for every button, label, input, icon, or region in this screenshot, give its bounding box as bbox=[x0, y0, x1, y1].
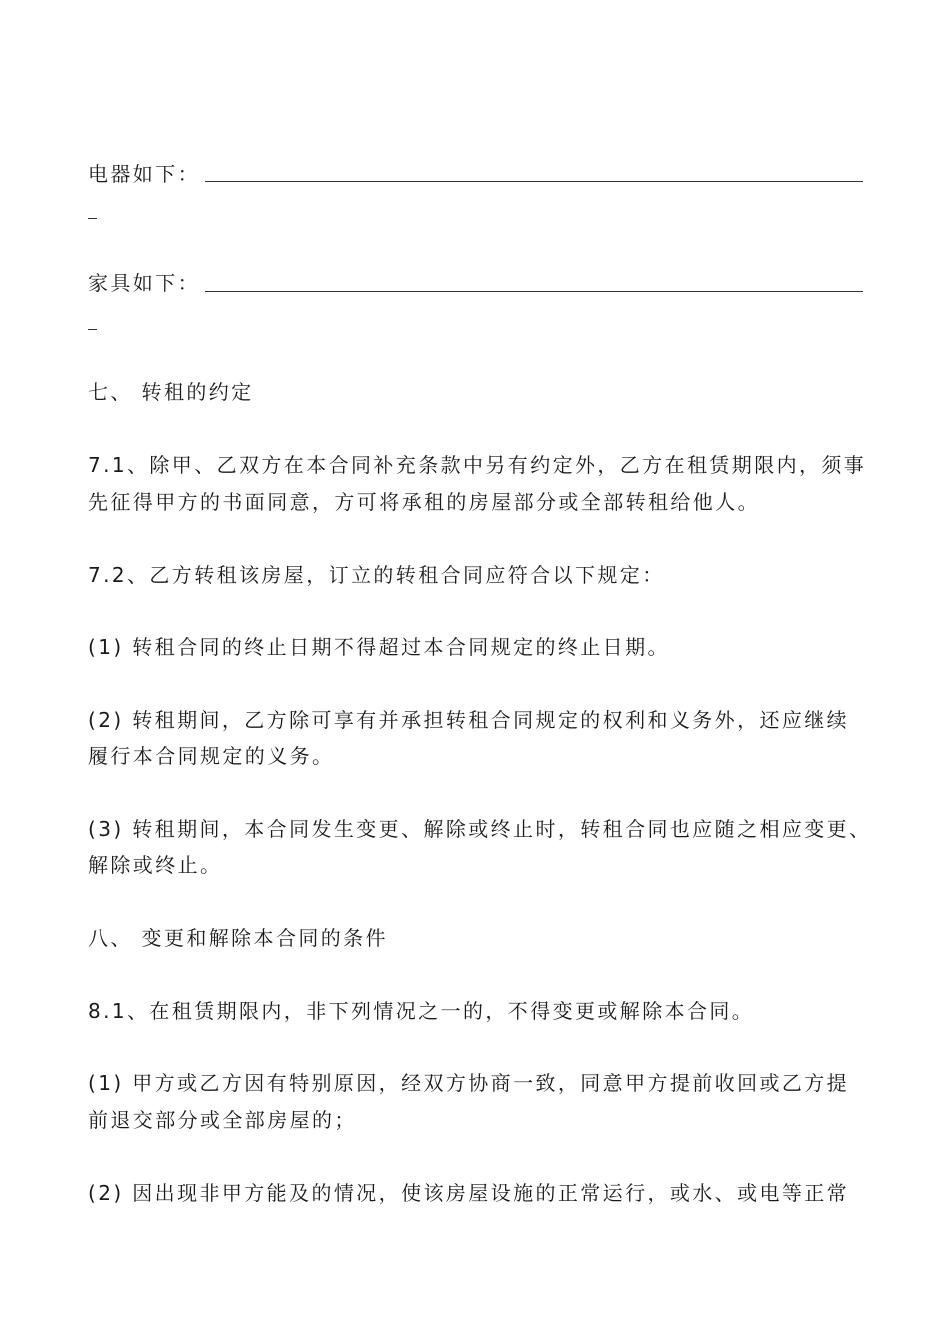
clause-7-2-item-3-line-1: (3) 转租期间，本合同发生变更、解除或终止时，转租合同也应随之相应变更、 bbox=[88, 817, 872, 841]
clause-8-1-item-1-line-1: (1) 甲方或乙方因有特别原因，经双方协商一致，同意甲方提前收回或乙方提 bbox=[88, 1071, 850, 1095]
clause-7-2-item-2-line-2: 履行本合同规定的义务。 bbox=[88, 744, 335, 768]
furniture-fill-line bbox=[205, 291, 863, 292]
clause-7-1-line-1: 7.1、除甲、乙双方在本合同补充条款中另有约定外，乙方在租赁期限内，须事 bbox=[88, 453, 867, 477]
clause-8-1: 8.1、在租赁期限内，非下列情况之一的，不得变更或解除本合同。 bbox=[88, 999, 755, 1023]
section-7-heading: 七、 转租的约定 bbox=[88, 380, 254, 404]
clause-7-2-item-2-line-1: (2) 转租期间，乙方除可享有并承担转租合同规定的权利和义务外，还应继续 bbox=[88, 708, 850, 732]
clause-7-2: 7.2、乙方转租该房屋，订立的转租合同应符合以下规定： bbox=[88, 563, 665, 587]
furniture-label: 家具如下： bbox=[88, 271, 200, 295]
clause-7-2-item-1: (1) 转租合同的终止日期不得超过本合同规定的终止日期。 bbox=[88, 635, 670, 659]
clause-7-1-line-2: 先征得甲方的书面同意，方可将承租的房屋部分或全部转租给他人。 bbox=[88, 490, 760, 514]
appliances-label: 电器如下： bbox=[88, 162, 200, 186]
furniture-fill-line-continuation bbox=[88, 329, 97, 330]
appliances-fill-line-continuation bbox=[88, 218, 97, 219]
appliances-fill-line bbox=[205, 181, 863, 182]
section-8-heading: 八、 变更和解除本合同的条件 bbox=[88, 926, 388, 950]
clause-7-2-item-3-line-2: 解除或终止。 bbox=[88, 853, 223, 877]
clause-8-1-item-1-line-2: 前退交部分或全部房屋的； bbox=[88, 1108, 357, 1132]
clause-8-1-item-2-line-1: (2) 因出现非甲方能及的情况，使该房屋设施的正常运行，或水、或电等正常 bbox=[88, 1181, 850, 1205]
